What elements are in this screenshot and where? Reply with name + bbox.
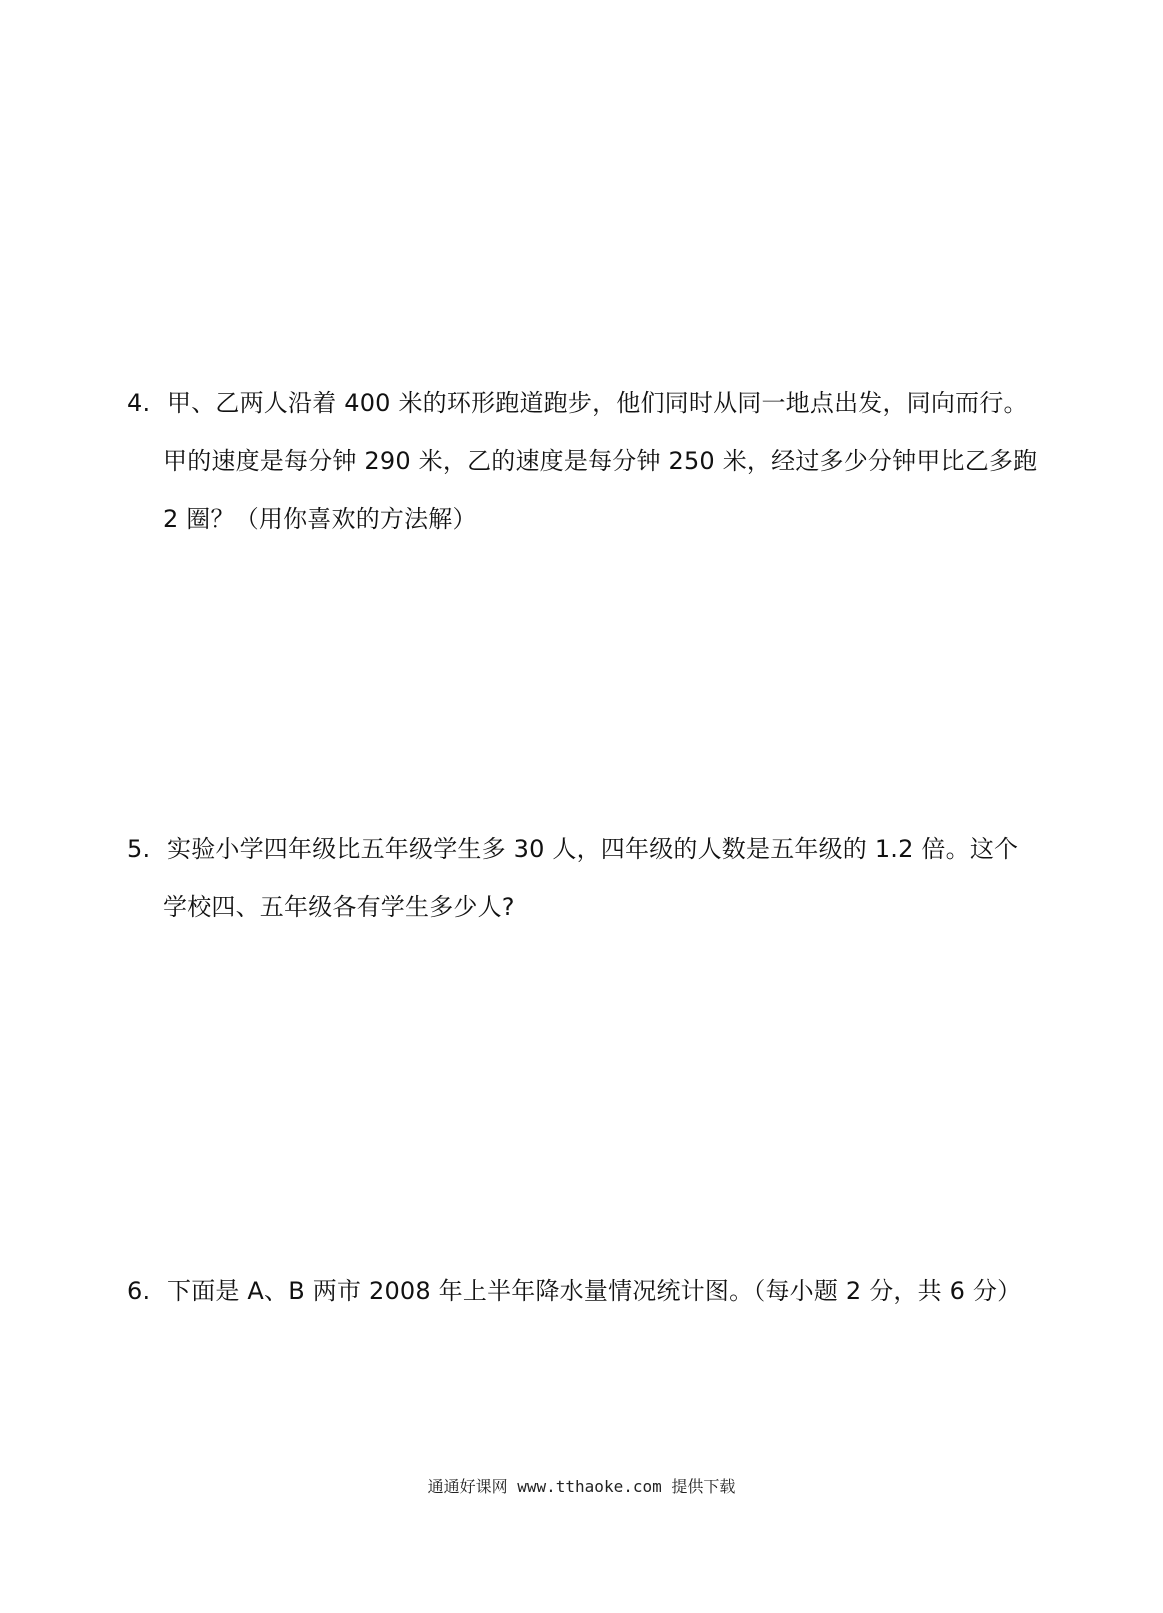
problem-line [127, 1262, 1047, 1320]
problem-text: 甲的速度是每分钟 290 米，乙的速度是每分钟 250 米，经过多少分钟甲比乙多跑 [163, 447, 1038, 475]
problem-line [127, 820, 1047, 878]
problem-text: 学校四、五年级各有学生多少人? [163, 893, 515, 921]
problem-text: 下面是 A、B 两市 2008 年上半年降水量情况统计图。（每小题 2 分，共 6 分） [167, 1277, 1022, 1305]
problem-line [127, 374, 1047, 432]
problem-text: 2 圈？（用你喜欢的方法解） [163, 505, 477, 533]
problem-line [127, 878, 1047, 936]
problem-line [127, 490, 1047, 548]
problem-text: 实验小学四年级比五年级学生多 30 人，四年级的人数是五年级的 1.2 倍。这个 [167, 835, 1019, 863]
page-footer: 通通好课网 www.tthaoke.com 提供下载 [427, 1477, 736, 1496]
problem-line [127, 432, 1047, 490]
problem-text: 甲、乙两人沿着 400 米的环形跑道跑步，他们同时从同一地点出发，同向而行。 [167, 389, 1028, 417]
problem-6 [127, 1262, 1047, 1320]
problem-number: 6. [127, 1277, 151, 1305]
problem-5 [127, 820, 1047, 936]
problem-number: 4. [127, 389, 151, 417]
problem-4 [127, 374, 1047, 548]
problem-number: 5. [127, 835, 151, 863]
